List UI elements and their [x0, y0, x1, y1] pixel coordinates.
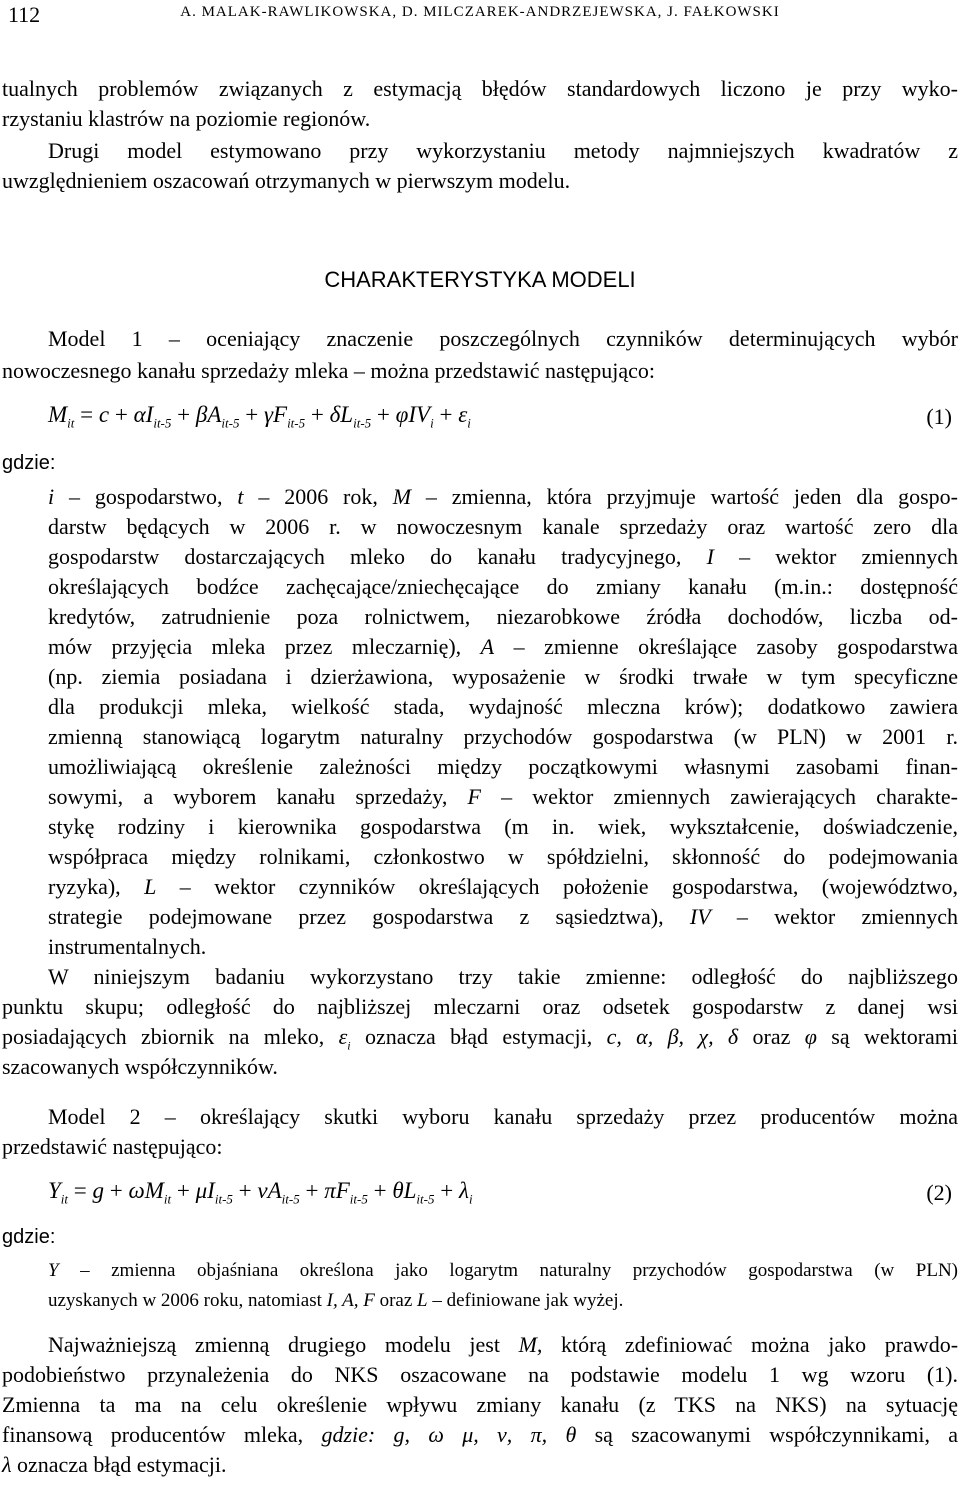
definition-line: zmienną stanowiącą logarytm naturalny przychodów gospodarstwa (w PLN) w 2001 r.: [48, 724, 958, 749]
body-line: Najważniejszą zmienną drugiego modelu jest M, którą zdefiniować można jako prawdo-: [48, 1332, 959, 1357]
definition-line: uzyskanych w 2006 roku, natomiast I, A, F oraz L – definiowane jak wyżej.: [48, 1290, 624, 1311]
definition-line: umożliwiającą określenie zależności między początkowymi własnymi zasobami finan-: [48, 754, 958, 779]
equation-2-number: (2): [926, 1180, 952, 1205]
body-line: nowoczesnego kanału sprzedaży mleka – można przedstawić następująco:: [2, 358, 656, 383]
body-line: tualnych problemów związanych z estymacją błędów standardowych liczono je przy wyko-: [2, 76, 958, 101]
gdzie-label: gdzie:: [2, 1226, 56, 1248]
body-line: podobieństwo przynależenia do NKS oszacowane na podstawie modelu 1 wg wzoru (1).: [2, 1362, 958, 1387]
definition-line: ryzyka), L – wektor czynników określających położenie gospodarstwa, (województwo,: [48, 874, 959, 899]
definition-line: instrumentalnych.: [48, 934, 207, 959]
equation-1-number: (1): [926, 404, 952, 429]
definition-line: mów przyjęcia mleka przez mleczarnię), A – zmienne określające zasoby gospodarstwa: [48, 634, 959, 659]
definition-line: i – gospodarstwo, t – 2006 rok, M – zmienna, która przyjmuje wartość jeden dla gospo-: [48, 484, 959, 509]
definition-line: współpraca między rolnikami, członkostwo w spółdzielni, skłonność do podejmowania: [48, 844, 958, 869]
body-line: rzystaniu klastrów na poziomie regionów.: [2, 106, 371, 131]
body-line: posiadających zbiornik na mleko, $\varepsilon_i$ oznacza błąd estymacji, c, α, β, χ, δ oraz φ są wektorami: [2, 1024, 959, 1053]
section-heading: CHARAKTERYSTYKA MODELI: [324, 267, 636, 292]
body-line: λ oznacza błąd estymacji.: [2, 1452, 227, 1477]
definition-line: dla produkcji mleka, wielkość stada, wydajność mleczna krów); dodatkowo zawiera: [48, 694, 958, 719]
definition-line: określających bodźce zachęcające/zniechęcające do zmiany kanału (m.in.: dostępność: [48, 574, 958, 599]
definition-line: darstw będących w 2006 r. w nowoczesnym kanale sprzedaży oraz wartość zero dla: [48, 514, 958, 539]
body-line: Drugi model estymowano przy wykorzystaniu metody najmniejszych kwadratów z: [48, 138, 958, 163]
equation-2: $Y_{it} = g + \omega M_{it} + \mu I_{it-5} + \nu A_{it-5} + \pi F_{it-5} + \theta L_{it-5} + \lambda_i$: [48, 1178, 473, 1207]
gdzie-label: gdzie:: [2, 452, 56, 474]
equation-1: $M_{it} = c + \alpha I_{it-5} + \beta A_{it-5} + \gamma F_{it-5} + \delta L_{it-5} + \varphi IV_i + \varepsilon_i$: [48, 402, 471, 431]
body-line: punktu skupu; odległość do najbliższej mleczarni oraz odsetek gospodarstw z danej wsi: [2, 994, 958, 1019]
definition-line: Y – zmienna objaśniana określona jako logarytm naturalny przychodów gospodarstwa (w PLN): [48, 1260, 959, 1281]
body-line: Zmienna ta ma na celu określenie wpływu zmiany kanału (z TKS na NKS) na sytuację: [2, 1392, 958, 1417]
body-line: Model 1 – oceniający znaczenie poszczególnych czynników determinujących wybór: [48, 326, 958, 351]
definition-line: gospodarstw dostarczających mleko do kanału tradycyjnego, I – wektor zmiennych: [48, 544, 958, 569]
body-line: szacowanych współczynników.: [2, 1054, 278, 1079]
body-line: uwzględnieniem oszacowań otrzymanych w pierwszym modelu.: [2, 168, 571, 193]
body-line: Model 2 – określający skutki wyboru kanału sprzedaży przez producentów można: [48, 1104, 958, 1129]
body-line: finansową producentów mleka, gdzie: g, ω μ, ν, π, θ są szacowanymi współczynnikami, a: [2, 1422, 959, 1447]
body-line: W niniejszym badaniu wykorzystano trzy takie zmienne: odległość do najbliższego: [48, 964, 958, 989]
definition-line: kredytów, zatrudnienie poza rolnictwem, niezarobkowe źródła dochodów, liczba od-: [48, 604, 958, 629]
body-line: przedstawić następująco:: [2, 1134, 223, 1159]
running-head-authors: A. MALAK-RAWLIKOWSKA, D. MILCZAREK-ANDRZEJEWSKA, J. FAŁKOWSKI: [180, 4, 780, 20]
definition-line: sowymi, a wyborem kanału sprzedaży, F – wektor zmiennych zawierających charakte-: [48, 784, 959, 809]
definition-line: stykę rodziny i kierownika gospodarstwa (m in. wiek, wykształcenie, doświadczenie,: [48, 814, 958, 839]
page-number: 112: [8, 2, 41, 27]
definition-line: strategie podejmowane przez gospodarstwa z sąsiedztwa), IV – wektor zmiennych: [48, 904, 959, 929]
running-header: [0, 0, 960, 34]
definition-line: (np. ziemia posiadana i dzierżawiona, wyposażenie w środki trwałe w tym specyficzne: [48, 664, 958, 689]
